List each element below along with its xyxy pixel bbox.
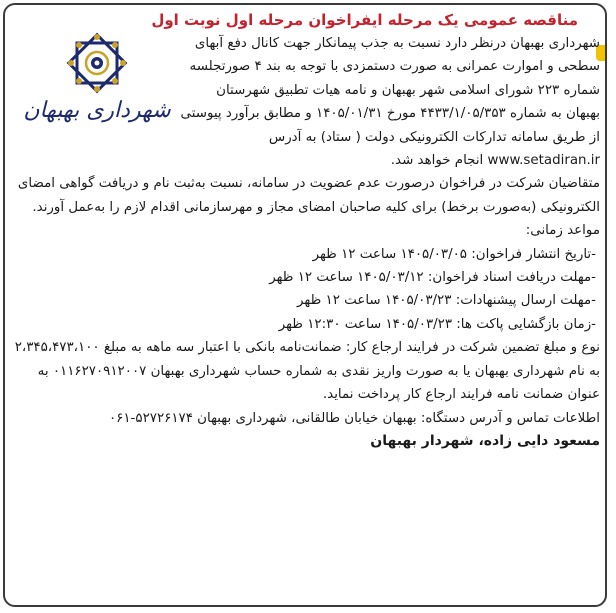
- contact-line: اطلاعات تماس و آدرس دستگاه: بهبهان خیابان طالقانی، شهرداری بهبهان ۵۲۷۲۶۱۷۴-۰۶۱: [108, 410, 600, 426]
- schedule-title: مواعد زمانی:: [525, 223, 600, 239]
- website-link[interactable]: www.setadiran.ir: [487, 153, 600, 169]
- schedule-item: -زمان بازگشایی پاکت ها: ۱۴۰۵/۰۳/۲۳ ساعت ۱۲:۳۰ ظهر: [278, 316, 596, 332]
- schedule-item: -مهلت دریافت اسناد فراخوان: ۱۴۰۵/۰۳/۱۲ ساعت ۱۲ ظهر: [269, 270, 596, 286]
- guarantee-paragraph: نوع و مبلغ تضمین شرکت در فرایند ارجاع کار: ضمانت‌نامه بانکی با اعتبار سه ماهه به مبلغ ۲،۳۴۵،۴۷۳،۱۰۰ به نام شهرداری بهبهان یا به صورت واریز نقدی به شماره حساب شهرداری بهبهان ۰۱۱۶۲۷۰۹۱۲۰۰۷ به عنوان ضمانت نامه فرایند ارجاع کار پرداخت نماید.: [14, 340, 600, 403]
- schedule-item: -تاریخ انتشار فراخوان: ۱۴۰۵/۰۳/۰۵ ساعت ۱۲ ظهر: [312, 246, 596, 262]
- intro-end-text: انجام خواهد شد.: [390, 153, 484, 169]
- registration-paragraph: متقاضیان شرکت در فراخوان درصورت عدم عضویت در سامانه، نسبت به‌ثبت نام و دریافت گواهی امضای الکترونیکی (به‌صورت برخط) برای کلیه صاحبان امضای مجاز و مهرسازمانی اقدام لازم را به‌عمل آورند.: [17, 176, 600, 215]
- notice-content: [10, 8, 600, 453]
- notice-title: مناقصه عمومی یک مرحله ایفراخوان مرحله اول نوبت اول: [151, 11, 578, 29]
- intro-text: شهرداری بهبهان درنظر دارد نسبت به جذب پیمانکار جهت کانال دفع آبهای سطحی و اموارت عمرانی به صورت دستمزدی با توجه به بند ۴ صورتجلسه شماره ۲۲۳ شورای اسلامی شهر بهبهان و نامه هیات تطبیق شهرستان بهبهان به شماره ۴۴۳۳/۱/۰۵/۳۵۳ مورخ ۱۴۰۵/۰۱/۳۱ و مطابق برآورد پیوستی از طریق سامانه تدارکات الکترونیکی دولت ( ستاد) به آدرس: [180, 36, 600, 145]
- logo-text: شهرداری بهبهان: [23, 98, 171, 123]
- schedule-item: -مهلت ارسال پیشنهادات: ۱۴۰۵/۰۳/۲۳ ساعت ۱۲ ظهر: [297, 293, 596, 309]
- signature: مسعود دایی زاده، شهردار بهبهان: [370, 432, 600, 449]
- logo-spacer: [10, 32, 178, 168]
